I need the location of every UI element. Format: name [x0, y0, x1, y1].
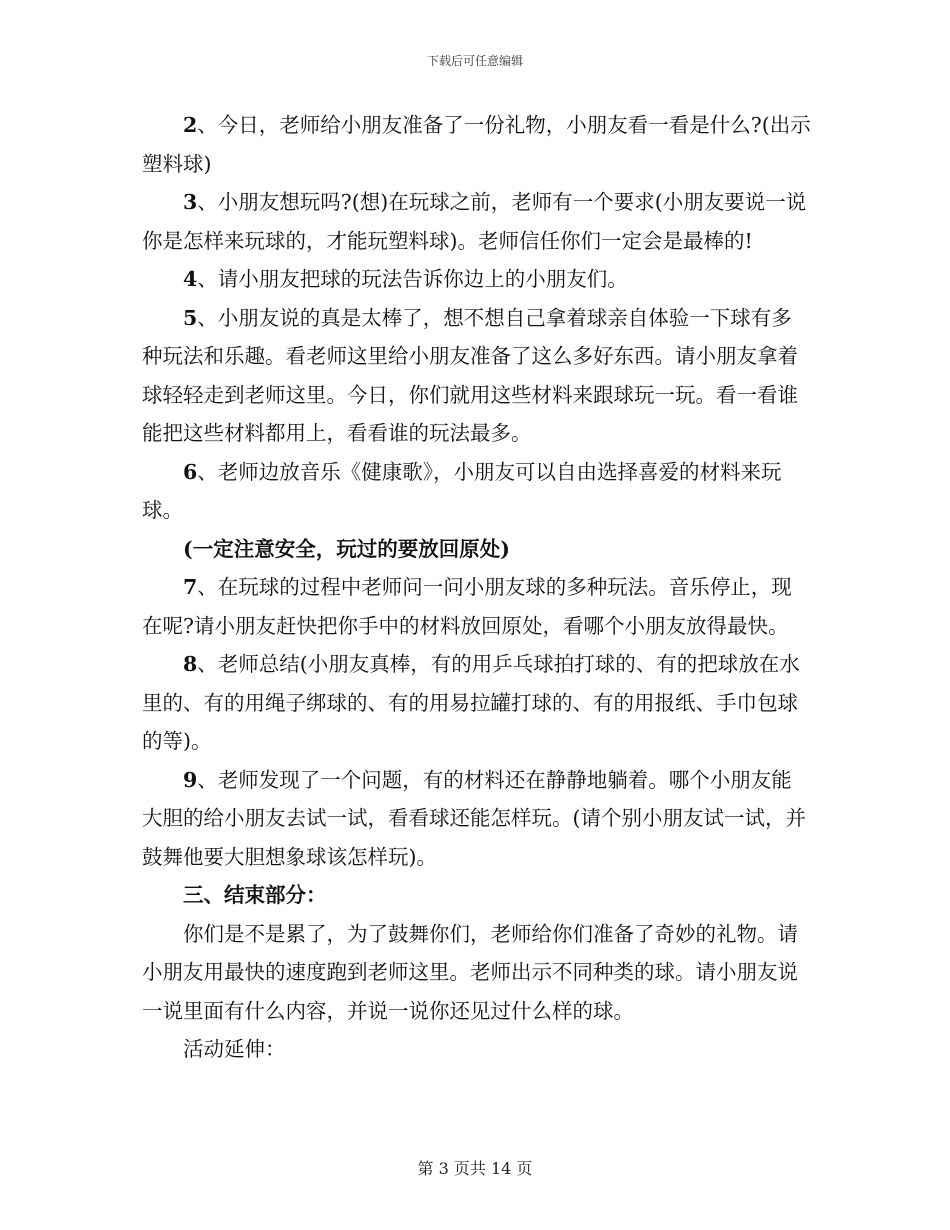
document-body [142, 106, 812, 1069]
paragraph-text: 、小朋友说的真是太棒了，想不想自己拿着球亲自体验一下球有多种玩法和乐趣。看老师这里给小朋友准备了这么多好东西。请小朋友拿着球轻轻走到老师这里。今日，你们就用这些材料来跟球玩一玩。看一看谁能把这些材料都用上，看看谁的玩法最多。 [142, 305, 798, 445]
page-footer: 第 3 页共 14 页 [417, 1159, 533, 1178]
paragraph-item-6 [142, 453, 812, 530]
item-number: 8 [183, 652, 198, 676]
paragraph-text: 、老师边放音乐《健康歌》，小朋友可以自由选择喜爱的材料来玩球。 [142, 459, 782, 522]
item-number: 4 [183, 267, 198, 291]
paragraph-text: 、请小朋友把球的玩法告诉你边上的小朋友们。 [197, 267, 628, 291]
paragraph-text: 、老师发现了一个问题，有的材料还在静静地躺着。哪个小朋友能大胆的给小朋友去试一试，看看球还能怎样玩。(请个别小朋友试一试，并鼓舞他要大胆想象球该怎样玩)。 [142, 767, 806, 869]
paragraph-item-7 [142, 568, 812, 645]
item-number: 5 [183, 305, 198, 330]
paragraph-item-9 [142, 761, 812, 877]
paragraph-text: 、今日，老师给小朋友准备了一份礼物，小朋友看一看是什么?(出示塑料球) [142, 113, 811, 176]
safety-note [142, 530, 812, 569]
paragraph-closing [142, 915, 812, 1031]
paragraph-item-5 [142, 299, 812, 453]
paragraph-text: 、在玩球的过程中老师问一问小朋友球的多种玩法。音乐停止，现在呢?请小朋友赶快把你手中的材料放回原处，看哪个小朋友放得最快。 [142, 575, 792, 638]
paragraph-text: 、小朋友想玩吗?(想)在玩球之前，老师有一个要求(小朋友要说一说你是怎样来玩球的，才能玩塑料球)。老师信任你们一定会是最棒的! [142, 190, 807, 253]
item-number: 9 [183, 767, 198, 792]
item-number: 6 [183, 459, 198, 484]
paragraph-item-8 [142, 645, 812, 761]
paragraph-item-2 [142, 106, 812, 183]
paragraph-item-3 [142, 183, 812, 260]
paragraph-text: 活动延伸： [183, 1037, 286, 1061]
heading-text: 三、结束部分： [183, 883, 327, 907]
page-header: 下载后可任意编辑 [426, 54, 523, 68]
item-number: 3 [183, 190, 198, 214]
item-number: 2 [183, 113, 198, 137]
paragraph-text: (一定注意安全，玩过的要放回原处) [183, 536, 510, 561]
section-heading [142, 876, 812, 915]
paragraph-text: 、老师总结(小朋友真棒，有的用乒乓球拍打球的、有的把球放在水里的、有的用绳子绑球的、有的用易拉罐打球的、有的用报纸、手巾包球的等)。 [142, 652, 800, 753]
paragraph-item-4 [142, 260, 812, 299]
paragraph-extension [142, 1030, 812, 1069]
paragraph-text: 你们是不是累了，为了鼓舞你们，老师给你们准备了奇妙的礼物。请小朋友用最快的速度跑到老师这里。老师出示不同种类的球。请小朋友说一说里面有什么内容，并说一说你还见过什么样的球。 [142, 921, 798, 1023]
item-number: 7 [183, 575, 198, 599]
